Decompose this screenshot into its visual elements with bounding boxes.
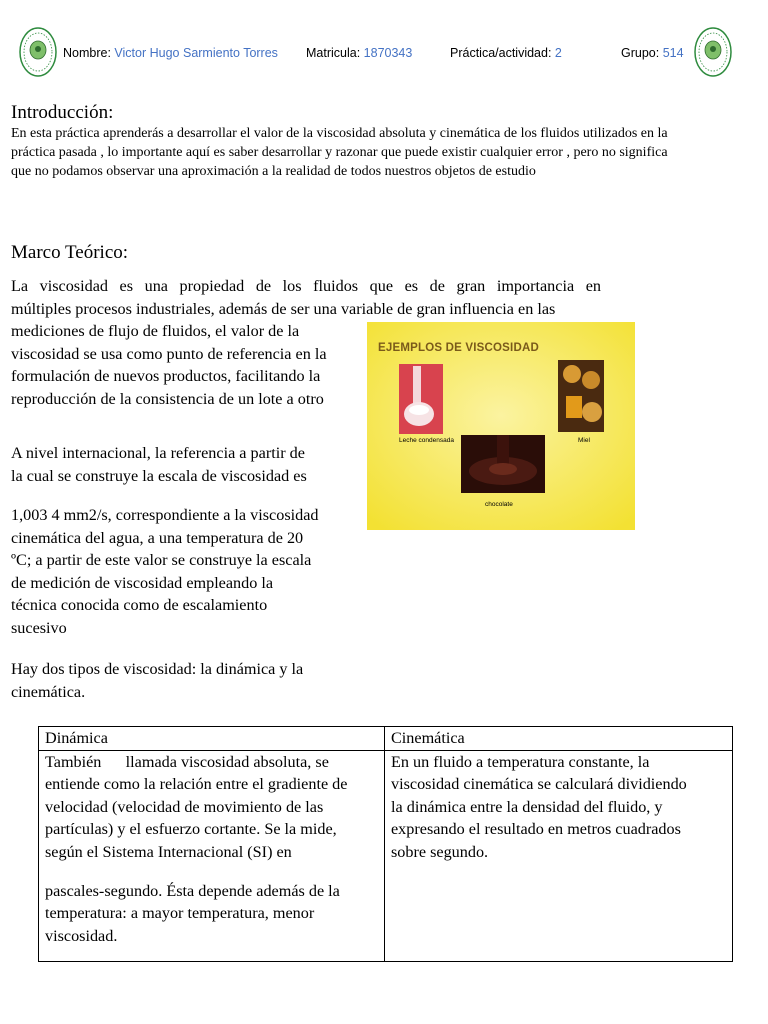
- nombre-value: Victor Hugo Sarmiento Torres: [114, 46, 278, 60]
- viscosity-examples-figure: [367, 322, 635, 530]
- marco-line: viscosidad se usa como punto de referencia en la: [11, 344, 327, 363]
- dinamica-line: según el Sistema Internacional (SI) en: [45, 842, 292, 861]
- practica-label: Práctica/actividad:: [450, 46, 552, 60]
- marco-line: A nivel internacional, la referencia a partir de: [11, 444, 305, 462]
- introduccion-paragraph: [11, 124, 751, 181]
- marco-line: cinemática del agua, a una temperatura de 20: [11, 528, 304, 547]
- table-header-cinematica: Cinemática: [385, 727, 733, 751]
- chocolate-image: [461, 435, 545, 493]
- marco-line: ºC; a partir de este valor se construye la escala: [11, 551, 312, 570]
- marco-line: múltiples procesos industriales, además de ser una variable de gran influencia en las: [11, 299, 556, 318]
- intro-line: que no podamos observar una aproximación a la realidad de todos nuestros objetos de estudio: [11, 164, 536, 179]
- matricula-label: Matricula:: [306, 46, 361, 60]
- cinematica-line: viscosidad cinemática se calculará dividiendo: [391, 775, 687, 794]
- table-cell-dinamica: [39, 750, 385, 961]
- marco-paragraph-4: [11, 658, 361, 703]
- grupo-label: Grupo:: [621, 46, 660, 60]
- marco-line: La viscosidad es una propiedad de los fluidos que es de gran importancia en: [11, 277, 601, 295]
- condensed-milk-image: [399, 364, 443, 434]
- nombre-field: [63, 46, 278, 60]
- matricula-field: [306, 46, 412, 60]
- marco-line: técnica conocida como de escalamiento: [11, 596, 268, 615]
- marco-line: sucesivo: [11, 618, 67, 637]
- dinamica-line: partículas) y el esfuerzo cortante. Se la mide,: [45, 820, 337, 839]
- marco-teorico-heading: Marco Teórico:: [11, 242, 129, 263]
- table-row: [39, 750, 733, 961]
- table-header-dinamica: Dinámica: [39, 727, 385, 751]
- intro-line: En esta práctica aprenderás a desarrollar el valor de la viscosidad absoluta y cinemática de los fluidos utilizados en la: [11, 126, 668, 141]
- matricula-value: 1870343: [363, 46, 413, 60]
- table-header-row: [39, 727, 733, 751]
- marco-line: Hay dos tipos de viscosidad: la dinámica y la: [11, 660, 304, 678]
- marco-line: 1,003 4 mm2/s, correspondiente a la viscosidad: [11, 506, 319, 524]
- dinamica-line: entiende como la relación entre el gradiente de: [45, 775, 348, 794]
- marco-paragraph-2: [11, 442, 361, 487]
- university-seal-left-icon: [18, 26, 58, 78]
- cinematica-line: En un fluido a temperatura constante, la: [391, 752, 650, 771]
- marco-line: mediciones de flujo de fluidos, el valor de la: [11, 322, 300, 341]
- caption-leche: Leche condensada: [399, 437, 454, 444]
- viscosity-types-table: [38, 726, 733, 962]
- dinamica-line: velocidad (velocidad de movimiento de las: [45, 797, 324, 816]
- honey-image: [558, 360, 604, 432]
- marco-paragraph-3: [11, 504, 361, 640]
- cinematica-line: la dinámica entre la densidad del fluido, y: [391, 797, 663, 816]
- grupo-value: 514: [662, 46, 684, 60]
- caption-chocolate: chocolate: [485, 501, 513, 508]
- intro-line: práctica pasada , lo importante aquí es saber desarrollar y razonar que puede existir cualquier error , pero no significa: [11, 145, 668, 160]
- introduccion-heading: Introducción:: [11, 102, 114, 123]
- dinamica-line: También llamada viscosidad absoluta, se: [45, 752, 329, 771]
- dinamica-line: viscosidad.: [45, 926, 118, 945]
- cinematica-line: expresando el resultado en metros cuadrados: [391, 820, 681, 839]
- marco-line: la cual se construye la escala de viscosidad es: [11, 466, 307, 485]
- marco-line: de medición de viscosidad empleando la: [11, 573, 274, 592]
- dinamica-line: temperatura: a mayor temperatura, menor: [45, 904, 315, 923]
- practica-value: 2: [554, 46, 562, 60]
- marco-line: formulación de nuevos productos, facilitando la: [11, 367, 321, 386]
- cinematica-line: sobre segundo.: [391, 842, 489, 861]
- figure-title: EJEMPLOS DE VISCOSIDAD: [378, 342, 539, 354]
- dinamica-line: pascales-segundo. Ésta depende además de la: [45, 881, 340, 900]
- caption-miel: Miel: [578, 437, 590, 444]
- marco-line: cinemática.: [11, 682, 86, 701]
- table-cell-cinematica: [385, 750, 733, 961]
- university-seal-right-icon: [693, 26, 733, 78]
- grupo-field: [621, 46, 684, 60]
- marco-line: reproducción de la consistencia de un lote a otro: [11, 389, 324, 408]
- nombre-label: Nombre:: [63, 46, 111, 60]
- practica-field: [450, 46, 562, 60]
